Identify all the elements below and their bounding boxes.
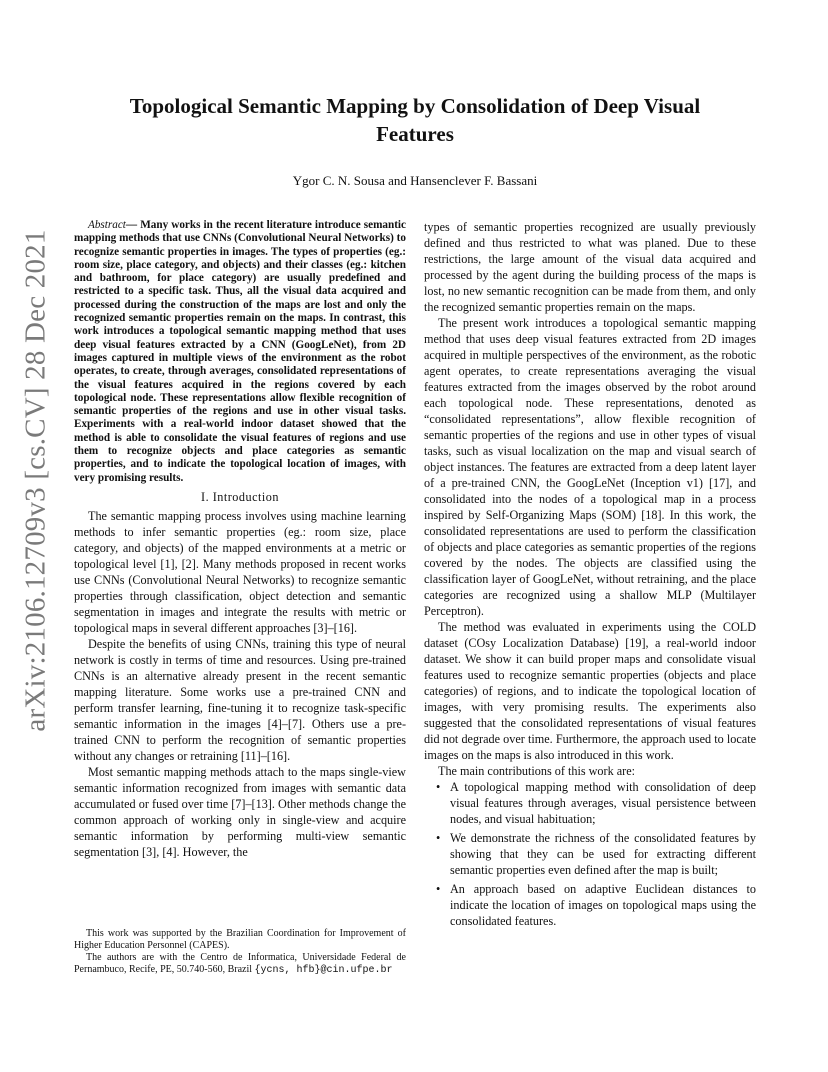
intro-paragraph: The semantic mapping process involves using machine learning methods to infer semantic properties (eg.: room size, place category, and objects) of the mapped environments at a metric or topological level [1], [2]. Many methods proposed in recent works use CNNs (Convolutional Neural Networks) to recognize semantic properties through classification, object detection and semantic segmentation in images and integrate the results with metric or topological maps in several different approaches [3]–[16]. xyxy=(74,508,406,635)
intro-paragraph: Despite the benefits of using CNNs, training this type of neural network is costly in terms of time and resources. Using pre-trained CNNs is an alternative already present in the recent semantic mapping literature. Some works use a pre-trained CNN and perform transfer learning, fine-tuning it to recognize task-specific semantic information in the images [4]–[7]. Others use a pre-trained CNN to perform the recognition of semantic properties without any changes or retraining [11]–[16]. xyxy=(74,636,406,763)
intro-paragraph: Most semantic mapping methods attach to the maps single-view semantic information recognized from images with semantic data accumulated or fused over time [7]–[13]. Other methods change the common approach of working only in single-view and acquire semantic information by performing multi-view semantic segmentation [3], [4]. However, the xyxy=(74,764,406,859)
intro-paragraph: The method was evaluated in experiments using the COLD dataset (COsy Localization Database) [19], a real-world indoor dataset. We show it can build proper maps and consolidate visual features used to recognize semantic properties (objects and place categories) of regions, and to indicate the topological location of images, with very promising results. The experiments also suggested that the consolidated representations of visual features did not degrade over time. Furthermore, the approach used to locate images on the maps is also introduced in this work. xyxy=(424,620,756,762)
arxiv-sidebar xyxy=(14,200,58,760)
contribution-item: • A topological mapping method with consolidation of deep visual features through averages, visual persistence between nodes, and visual habituation; xyxy=(450,779,756,827)
footnote-support: This work was supported by the Brazilian Coordination for Improvement of Higher Education Personnel (CAPES). xyxy=(74,928,406,951)
left-column xyxy=(74,219,406,860)
affiliation-text: The authors are with the Centro de Informatica, Universidade Federal de Pernambuco, Recife, PE, 50.740-560, Brazil xyxy=(74,952,406,975)
intro-paragraph-continued: types of semantic properties recognized are usually previously defined and thus restricted to what was planed. Due to these restrictions, the large amount of the visual data acquired and processed by the agent during the building process of the maps is lost, no new semantic recognition can be made from them, and only the recognized semantic properties remain on the maps. xyxy=(424,220,756,314)
section-heading-introduction: I. Introduction xyxy=(201,489,279,504)
footnotes xyxy=(74,928,406,977)
author-emails: {ycns, hfb}@cin.ufpe.br xyxy=(254,965,393,976)
arxiv-identifier: arXiv:2106.12709v3 [cs.CV] 28 Dec 2021 xyxy=(19,228,52,732)
contributions-list xyxy=(424,779,756,929)
abstract xyxy=(74,219,406,485)
paper-authors: Ygor C. N. Sousa and Hansenclever F. Bassani xyxy=(292,173,538,188)
abstract-label: Abstract xyxy=(88,219,126,231)
intro-paragraph: The main contributions of this work are: xyxy=(438,764,635,778)
intro-paragraph: The present work introduces a topological semantic mapping method that uses deep visual features extracted from 2D images acquired in multiple perspectives of the environment, as the robotic agent operates, to create representations averaging the visual features extracted from the images observed by the robot around each topological node. These representations, denoted as “consolidated representations”, allow flexible recognition of semantic properties of the regions and use in other types of visual tasks, such as visual localization on the map and visual search of object instances. The features are extracted from a deep latent layer of a pre-trained CNN, the GoogLeNet (Inception v1) [17], and consolidated into the nodes of a topological map in a process inspired by Self-Organizing Maps (SOM) [18]. In this work, the consolidated representations are used to perform the classification of objects and place categories as semantic properties of the regions covered by the nodes. The objects are classified using the classification layer of GoogLeNet, without retraining, and the place categories are recognized using a shallow MLP (Multilayer Perceptron). xyxy=(424,316,756,618)
right-column xyxy=(424,219,756,932)
contribution-item: • We demonstrate the richness of the consolidated features by showing that they can be used for extracting different semantic properties even defined after the map is built; xyxy=(450,830,756,878)
footnote-affiliation xyxy=(74,952,406,977)
abstract-text: — Many works in the recent literature introduce semantic mapping methods that use CNNs (Convolutional Neural Networks) to recognize semantic properties in images. The types of properties (eg.: room size, place category, and objects) and their classes (eg.: kitchen and bathroom, for place category) are usually predefined and restricted to a specific task. Thus, all the visual data acquired and processed during the construction of the maps are lost and only the recognized semantic properties remain on the maps. In contrast, this work introduces a topological semantic mapping method that uses deep visual features extracted by a CNN (GoogLeNet), from 2D images captured in multiple views of the environment as the robot operates, to create, through averages, consolidated representations of the visual features acquired in the regions covered by each topological node. These representations allow flexible recognition of semantic properties of the regions and use in other visual tasks. Experiments with a real-world indoor dataset showed that the method is able to consolidate the visual features of regions and use them to recognize objects and place categories as semantic properties, and to indicate the topological location of images, with very promising results. xyxy=(74,219,406,484)
paper-title: Topological Semantic Mapping by Consolidation of Deep Visual Features xyxy=(129,94,701,146)
contribution-item: • An approach based on adaptive Euclidean distances to indicate the location of images on topological maps using the consolidated features. xyxy=(450,881,756,929)
